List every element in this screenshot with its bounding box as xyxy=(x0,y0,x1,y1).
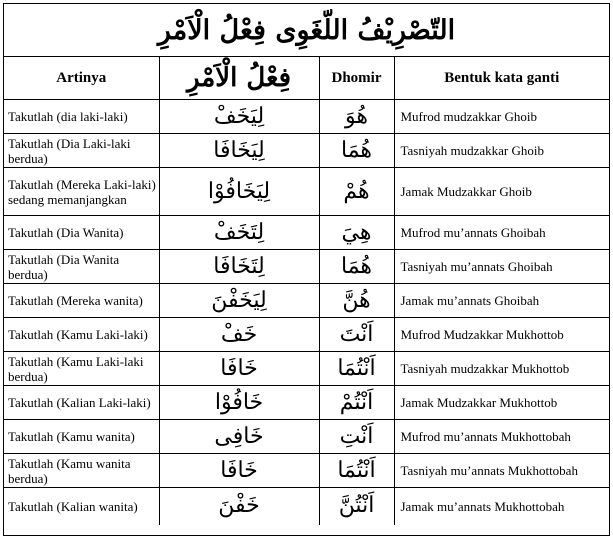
fiil-cell: لِتَخَفْ xyxy=(159,216,319,250)
bentuk-cell: Tasniyah mu’annats Ghoibah xyxy=(394,250,609,284)
artinya-cell: Takutlah (Dia Wanita berdua) xyxy=(4,250,159,284)
header-fiil: فِعْلُ الْاَمْرِ xyxy=(159,57,319,100)
table-row xyxy=(4,318,609,352)
dhomir-cell: هُمَا xyxy=(319,250,394,284)
table-header-row xyxy=(4,57,609,100)
bentuk-cell: Jamak Mudzakkar Ghoib xyxy=(394,168,609,216)
dhomir-cell: اَنْتُنَّ xyxy=(319,488,394,525)
bentuk-cell: Jamak mu’annats Ghoibah xyxy=(394,284,609,318)
dhomir-cell: هُوَ xyxy=(319,100,394,134)
table-row xyxy=(4,250,609,284)
dhomir-cell: هُنَّ xyxy=(319,284,394,318)
fiil-cell: لِيَخَافَا xyxy=(159,134,319,168)
table-row xyxy=(4,100,609,134)
bentuk-cell: Tasniyah mudzakkar Ghoib xyxy=(394,134,609,168)
artinya-cell: Takutlah (Mereka Laki-laki) sedang memanjangkan xyxy=(4,168,159,216)
bentuk-cell: Mufrod mu’annats Mukhottobah xyxy=(394,420,609,454)
fiil-cell: خَافِى xyxy=(159,420,319,454)
dhomir-cell: هُمَا xyxy=(319,134,394,168)
bentuk-cell: Jamak mu’annats Mukhottobah xyxy=(394,488,609,525)
bentuk-cell: Tasniyah mudzakkar Mukhottob xyxy=(394,352,609,386)
table-row xyxy=(4,386,609,420)
artinya-cell: Takutlah (Kamu Laki-laki) xyxy=(4,318,159,352)
bentuk-cell: Mufrod Mudzakkar Mukhottob xyxy=(394,318,609,352)
artinya-cell: Takutlah (Dia Wanita) xyxy=(4,216,159,250)
page-title: التّصْرِيْفُ اللّغَوِى فِعْلُ الْاَمْرِ xyxy=(4,4,609,57)
fiil-cell: خَفْ xyxy=(159,318,319,352)
dhomir-cell: هِيَ xyxy=(319,216,394,250)
bentuk-cell: Jamak Mudzakkar Mukhottob xyxy=(394,386,609,420)
fiil-cell: لِيَخَفْ xyxy=(159,100,319,134)
bentuk-cell: Mufrod mudzakkar Ghoib xyxy=(394,100,609,134)
table-row xyxy=(4,284,609,318)
table-row xyxy=(4,168,609,216)
fiil-cell: خَافُوْا xyxy=(159,386,319,420)
table-row xyxy=(4,134,609,168)
artinya-cell: Takutlah (Kalian Laki-laki) xyxy=(4,386,159,420)
conjugation-table xyxy=(4,57,609,525)
table-row xyxy=(4,454,609,488)
artinya-cell: Takutlah (Dia Laki-laki berdua) xyxy=(4,134,159,168)
fiil-cell: خَافَا xyxy=(159,352,319,386)
table-row xyxy=(4,420,609,454)
dhomir-cell: اَنْتُمْ xyxy=(319,386,394,420)
conjugation-document xyxy=(3,3,610,536)
fiil-cell: لِيَخَافُوْا xyxy=(159,168,319,216)
artinya-cell: Takutlah (dia laki-laki) xyxy=(4,100,159,134)
header-dhomir: Dhomir xyxy=(319,57,394,100)
dhomir-cell: اَنْتِ xyxy=(319,420,394,454)
header-bentuk: Bentuk kata ganti xyxy=(394,57,609,100)
dhomir-cell: هُمْ xyxy=(319,168,394,216)
artinya-cell: Takutlah (Kamu wanita berdua) xyxy=(4,454,159,488)
table-row xyxy=(4,352,609,386)
fiil-cell: لِيَخَفْنَ xyxy=(159,284,319,318)
bentuk-cell: Mufrod mu’annats Ghoibah xyxy=(394,216,609,250)
fiil-cell: خَفْنَ xyxy=(159,488,319,525)
artinya-cell: Takutlah (Mereka wanita) xyxy=(4,284,159,318)
header-artinya: Artinya xyxy=(4,57,159,100)
fiil-cell: لِتَخَافَا xyxy=(159,250,319,284)
fiil-cell: خَافَا xyxy=(159,454,319,488)
dhomir-cell: اَنْتُمَا xyxy=(319,454,394,488)
table-row xyxy=(4,488,609,525)
artinya-cell: Takutlah (Kamu Laki-laki berdua) xyxy=(4,352,159,386)
dhomir-cell: اَنْتُمَا xyxy=(319,352,394,386)
table-row xyxy=(4,216,609,250)
dhomir-cell: اَنْتَ xyxy=(319,318,394,352)
artinya-cell: Takutlah (Kalian wanita) xyxy=(4,488,159,525)
bentuk-cell: Tasniyah mu’annats Mukhottobah xyxy=(394,454,609,488)
artinya-cell: Takutlah (Kamu wanita) xyxy=(4,420,159,454)
